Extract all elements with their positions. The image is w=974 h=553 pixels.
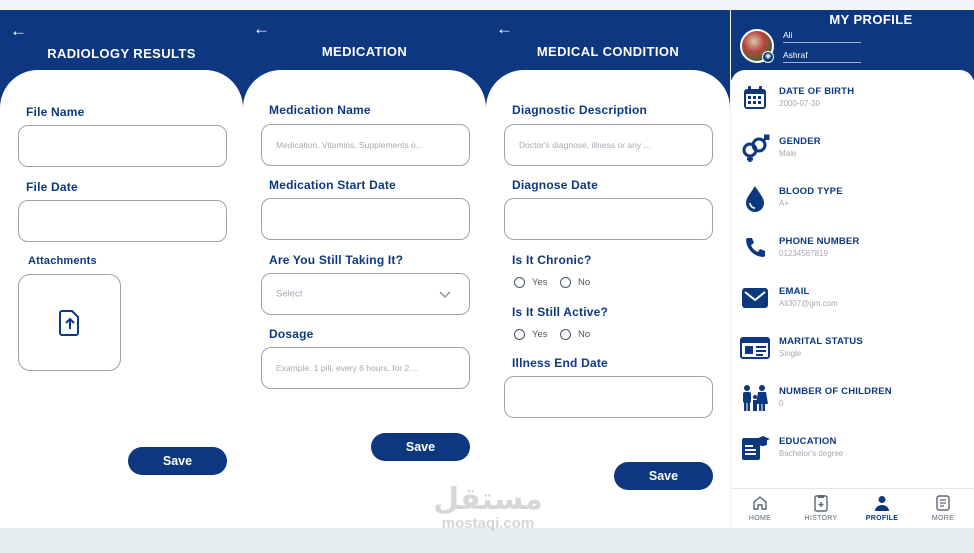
still-taking-select[interactable]: Select (261, 273, 470, 315)
gender-icon (739, 132, 771, 164)
profile-row-dob[interactable]: DATE OF BIRTH 2000-07-30 (739, 82, 964, 122)
diagnose-date-input[interactable] (504, 198, 713, 240)
nav-history[interactable]: HISTORY (796, 493, 846, 522)
attachments-label: Attachments (28, 255, 97, 267)
profile-icon (857, 493, 907, 513)
blood-drop-icon (739, 182, 771, 214)
chronic-no-radio[interactable]: No (560, 277, 590, 288)
nav-more[interactable]: MORE (918, 493, 968, 522)
still-active-label: Is It Still Active? (512, 305, 609, 319)
profile-screen (731, 10, 974, 528)
file-date-input[interactable] (18, 200, 227, 242)
back-arrow-icon[interactable]: ← (253, 19, 270, 38)
home-icon (735, 493, 785, 513)
active-yes-radio[interactable]: Yes (514, 329, 548, 340)
nav-profile[interactable]: PROFILE (857, 493, 907, 522)
file-date-label: File Date (26, 180, 78, 194)
profile-row-marital-status[interactable]: MARITAL STATUS Single (739, 332, 964, 372)
attachment-upload-box[interactable] (18, 274, 121, 371)
condition-save-button[interactable]: Save (614, 462, 713, 490)
medication-start-label: Medication Start Date (269, 178, 396, 192)
last-name-field[interactable]: Ashraf (783, 50, 861, 63)
dosage-label: Dosage (269, 327, 314, 341)
medication-screen (243, 10, 486, 528)
condition-screen (486, 10, 730, 528)
medication-start-input[interactable] (261, 198, 470, 240)
more-icon (918, 493, 968, 513)
dosage-input[interactable]: Example: 1 pill, every 6 hours, for 2 ... (261, 347, 470, 389)
radiology-save-button[interactable]: Save (128, 447, 227, 475)
upload-file-icon (58, 309, 82, 337)
profile-row-gender[interactable]: GENDER Male (739, 132, 964, 172)
diagnose-date-label: Diagnose Date (512, 178, 598, 192)
radiology-screen (0, 10, 243, 528)
radiology-title: RADIOLOGY RESULTS (47, 46, 196, 61)
bottom-nav (731, 488, 974, 528)
chronic-yes-radio[interactable]: Yes (514, 277, 548, 288)
profile-row-email[interactable]: EMAIL Ali307@gm.com (739, 282, 964, 322)
history-icon (796, 493, 846, 513)
back-arrow-icon[interactable]: ← (496, 19, 513, 38)
phone-icon (739, 232, 771, 264)
active-no-radio[interactable]: No (560, 329, 590, 340)
diagnostic-description-input[interactable]: Doctor's diagnose, illness or any ... (504, 124, 713, 166)
nav-home[interactable]: HOME (735, 493, 785, 522)
education-icon (739, 432, 771, 464)
watermark: مستقل mostaqi.com (433, 482, 543, 532)
still-taking-label: Are You Still Taking It? (269, 253, 404, 267)
chronic-label: Is It Chronic? (512, 253, 592, 267)
profile-row-blood-type[interactable]: BLOOD TYPE A+ (739, 182, 964, 222)
camera-icon[interactable]: ◉ (762, 51, 774, 63)
file-name-input[interactable] (18, 125, 227, 167)
diagnostic-description-label: Diagnostic Description (512, 103, 648, 117)
medication-title: MEDICATION (321, 44, 408, 59)
medication-name-input[interactable]: Medication, Vitamins, Supplements o... (261, 124, 470, 166)
profile-title: MY PROFILE (829, 12, 913, 27)
email-icon (739, 282, 771, 314)
profile-row-phone[interactable]: PHONE NUMBER 01234567819 (739, 232, 964, 272)
profile-row-education[interactable]: EDUCATION Bachelor's degree (739, 432, 964, 472)
medication-save-button[interactable]: Save (371, 433, 470, 461)
calendar-icon (739, 82, 771, 114)
medication-name-label: Medication Name (269, 103, 371, 117)
id-card-icon (739, 332, 771, 364)
condition-title: MEDICAL CONDITION (536, 44, 680, 59)
family-icon (739, 382, 771, 414)
illness-end-input[interactable] (504, 376, 713, 418)
profile-row-children[interactable]: NUMBER OF CHILDREN 0 (739, 382, 964, 422)
file-name-label: File Name (26, 105, 85, 119)
first-name-field[interactable]: Ali (783, 30, 861, 43)
chevron-down-icon (439, 291, 451, 299)
back-arrow-icon[interactable]: ← (10, 21, 27, 40)
illness-end-label: Illness End Date (512, 356, 608, 370)
